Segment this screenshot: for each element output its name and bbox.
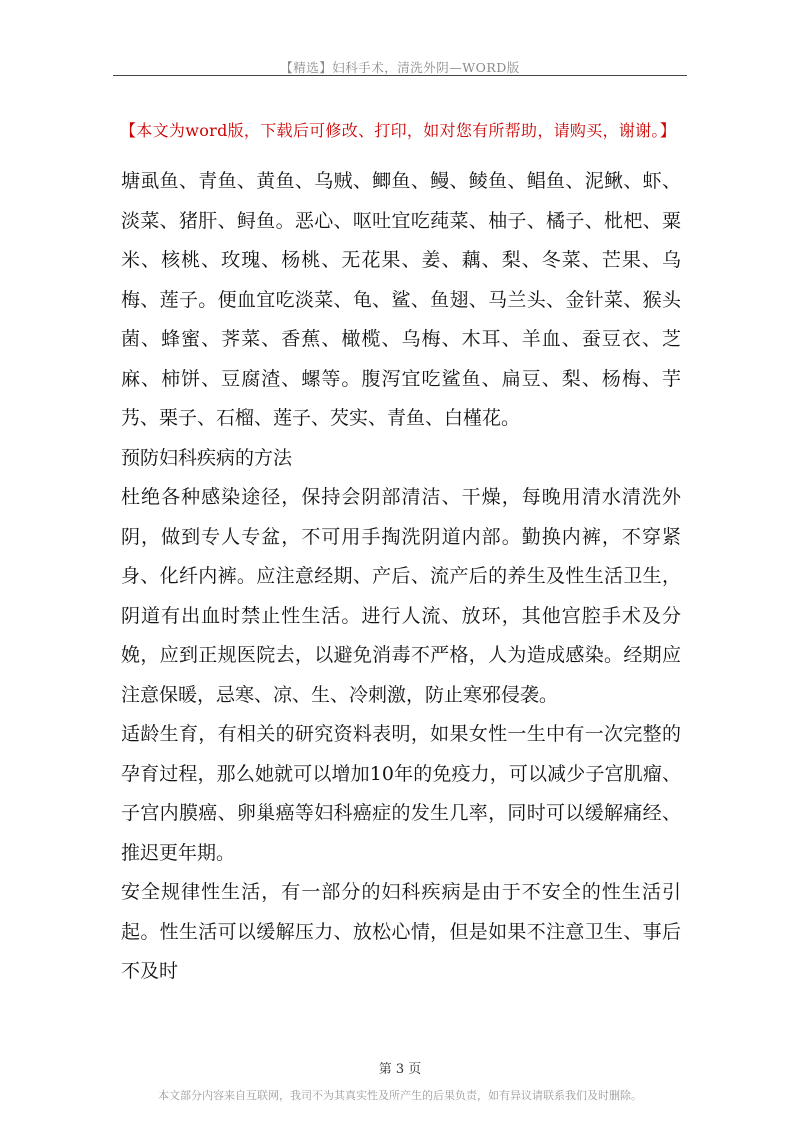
paragraph-prevent-infection: 杜绝各种感染途径，保持会阴部清洁、干燥，每晚用清水清洗外阴，做到专人专盆，不可用手掏洗阴道内部。勤换内裤，不穿紧身、化纤内裤。应注意经期、产后、流产后的养生及性生活卫生，阴道有出血时禁止性生活。进行人流、放环，其他宫腔手术及分娩，应到正规医院去，以避免消毒不严格，人为造成感染。经期应注意保暖，忌寒、凉、生、冷刺激，防止寒邪侵袭。 bbox=[121, 486, 681, 706]
section-heading: 预防妇科疾病的方法 bbox=[121, 446, 293, 469]
footer-disclaimer: 本文部分内容来自互联网，我司不为其真实性及所产生的后果负责，如有异议请联系我们及时删除。 bbox=[158, 1089, 642, 1102]
paragraph-childbearing: 适龄生育，有相关的研究资料表明，如果女性一生中有一次完整的孕育过程，那么她就可以增加10年的免疫力，可以减少子宫肌瘤、子宫内膜癌、卵巢癌等妇科癌症的发生几率，同时可以缓解痛经、推迟更年期。 bbox=[121, 723, 681, 864]
purchase-notice: 【本文为word版，下载后可修改、打印，如对您有所帮助，请购买，谢谢。】 bbox=[120, 121, 677, 140]
header-divider bbox=[113, 75, 687, 76]
document-body bbox=[121, 162, 681, 992]
page-number: 第 3 页 bbox=[378, 1062, 422, 1077]
paragraph-diet-advice: 塘虱鱼、青鱼、黄鱼、乌贼、鲫鱼、鳗、鲮鱼、鲳鱼、泥鳅、虾、淡菜、猪肝、鲟鱼。恶心、呕吐宜吃莼菜、柚子、橘子、枇杷、粟米、核桃、玫瑰、杨桃、无花果、姜、藕、梨、冬菜、芒果、乌梅、莲子。便血宜吃淡菜、龟、鲨、鱼翅、马兰头、金针菜、猴头菌、蜂蜜、荠菜、香蕉、橄榄、乌梅、木耳、羊血、蚕豆衣、芝麻、柿饼、豆腐渣、螺等。腹泻宜吃鲨鱼、扁豆、梨、杨梅、芋艿、栗子、石榴、莲子、芡实、青鱼、白槿花。 bbox=[121, 170, 681, 429]
page-header-title: 【精选】妇科手术，清洗外阴—WORD版 bbox=[280, 60, 520, 75]
paragraph-safe-sex: 安全规律性生活，有一部分的妇科疾病是由于不安全的性生活引起。性生活可以缓解压力、放松心情，但是如果不注意卫生、事后不及时 bbox=[121, 881, 681, 982]
